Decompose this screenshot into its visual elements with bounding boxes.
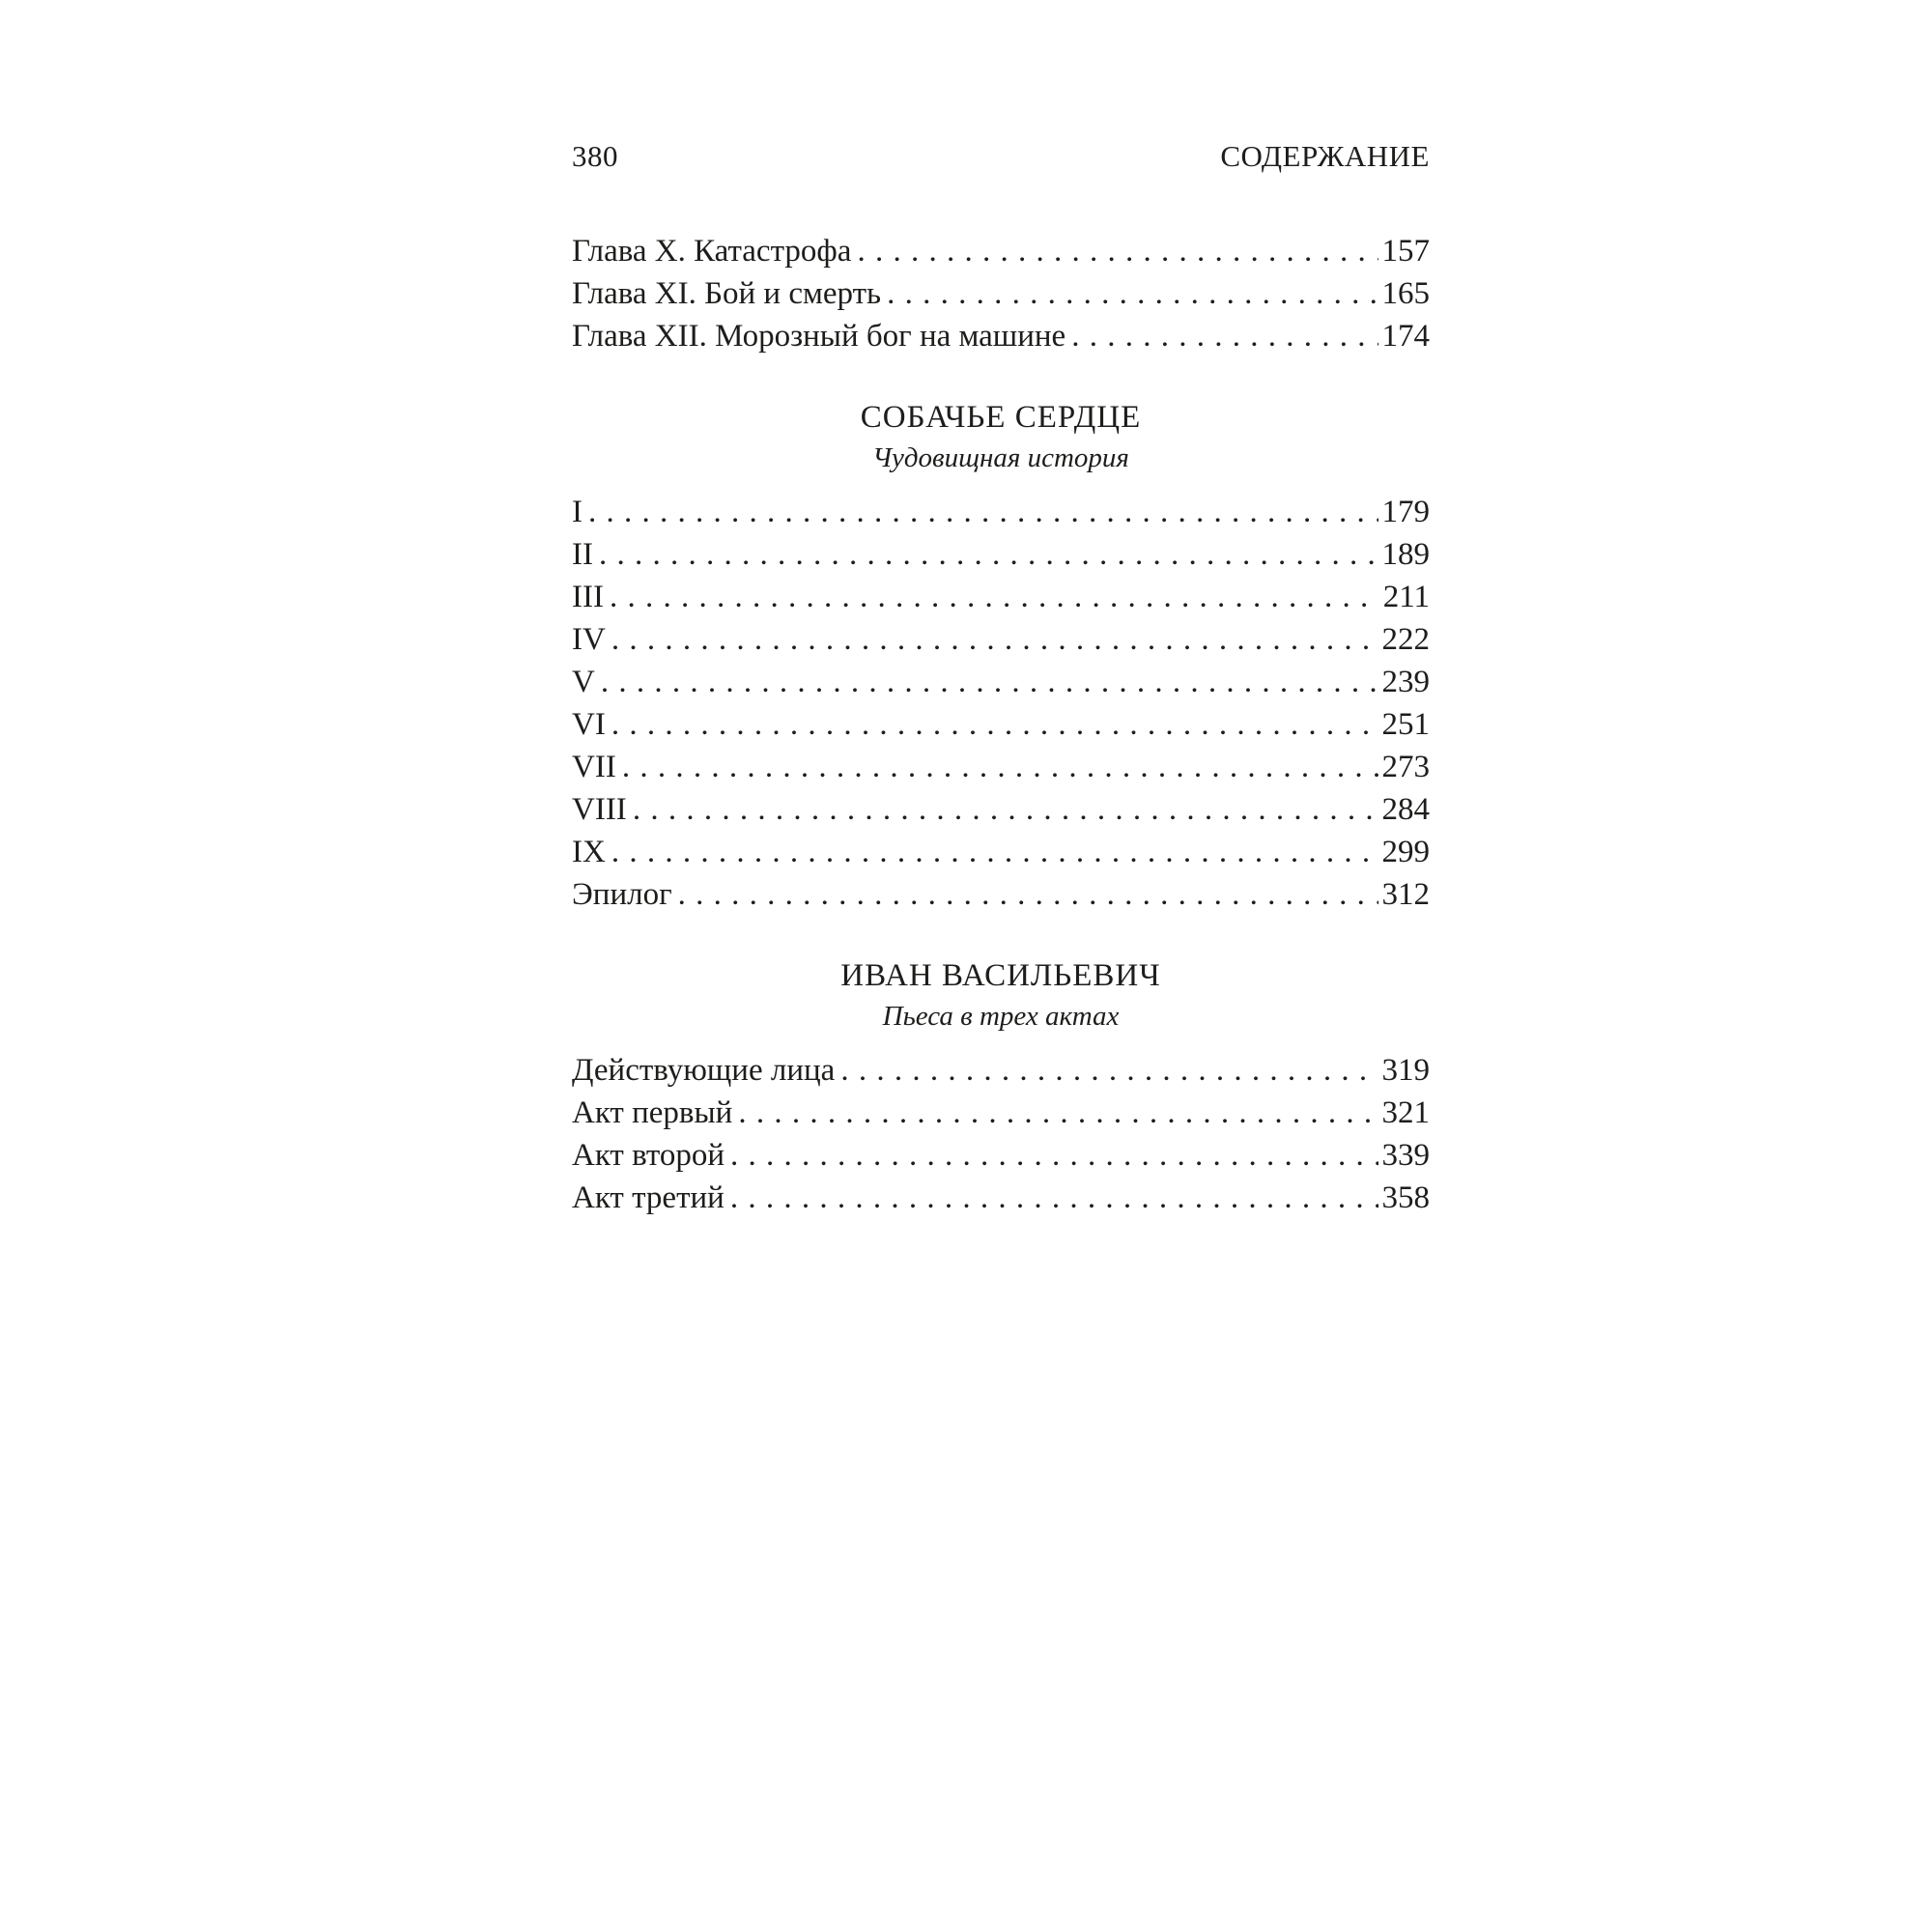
toc-entry[interactable] bbox=[572, 1134, 1430, 1177]
toc-list-ivan-vasilievich bbox=[572, 1049, 1430, 1219]
section-title: ИВАН ВАСИЛЬЕВИЧ bbox=[840, 958, 1161, 993]
page-header bbox=[572, 139, 1430, 174]
toc-entry-page: 299 bbox=[1381, 835, 1430, 869]
toc-entry-title: Акт третий bbox=[572, 1180, 724, 1215]
toc-entry-page: 284 bbox=[1381, 792, 1430, 827]
dot-leader bbox=[599, 533, 1378, 576]
dot-leader bbox=[622, 746, 1378, 788]
toc-entry[interactable] bbox=[572, 746, 1430, 788]
toc-entry-page: 358 bbox=[1381, 1180, 1430, 1215]
dot-leader bbox=[840, 1049, 1378, 1092]
dot-leader bbox=[601, 661, 1378, 703]
toc-entry-page: 319 bbox=[1381, 1053, 1430, 1088]
toc-entry[interactable] bbox=[572, 618, 1430, 661]
toc-entry-title: II bbox=[572, 537, 593, 572]
toc-entry-title: VII bbox=[572, 750, 616, 784]
dot-leader bbox=[588, 491, 1378, 533]
toc-entry-page: 189 bbox=[1381, 537, 1430, 572]
dot-leader bbox=[678, 873, 1378, 916]
toc-entry-page: 312 bbox=[1381, 877, 1430, 912]
toc-entry-title: Действующие лица bbox=[572, 1053, 836, 1088]
toc-entry[interactable] bbox=[572, 831, 1430, 873]
dot-leader bbox=[857, 230, 1378, 272]
dot-leader bbox=[610, 576, 1379, 618]
dot-leader bbox=[611, 831, 1378, 873]
toc-entry[interactable] bbox=[572, 230, 1430, 272]
toc-entry-page: 321 bbox=[1381, 1095, 1430, 1130]
dot-leader bbox=[738, 1092, 1378, 1134]
toc-entry-title: Акт первый bbox=[572, 1095, 733, 1130]
toc-entry[interactable] bbox=[572, 788, 1430, 831]
page-number: 380 bbox=[572, 139, 618, 173]
toc-entry-title: V bbox=[572, 665, 595, 699]
toc-entry[interactable] bbox=[572, 272, 1430, 315]
toc-entry-title: Глава X. Катастрофа bbox=[572, 234, 852, 269]
toc-entry-title: Глава XI. Бой и смерть bbox=[572, 276, 882, 311]
dot-leader bbox=[730, 1177, 1378, 1219]
toc-entry-title: Акт второй bbox=[572, 1138, 725, 1173]
dot-leader bbox=[730, 1134, 1378, 1177]
toc-entry-page: 239 bbox=[1381, 665, 1430, 699]
section-title: СОБАЧЬЕ СЕРДЦЕ bbox=[860, 400, 1142, 435]
section-subtitle: Пьеса в трех актах bbox=[882, 1001, 1120, 1032]
toc-list-previous-work bbox=[572, 230, 1430, 357]
toc-entry[interactable] bbox=[572, 1049, 1430, 1092]
toc-entry[interactable] bbox=[572, 533, 1430, 576]
toc-entry-title: VIII bbox=[572, 792, 627, 827]
toc-entry[interactable] bbox=[572, 315, 1430, 357]
toc-entry[interactable] bbox=[572, 1092, 1430, 1134]
dot-leader bbox=[611, 703, 1378, 746]
toc-entry-title: VI bbox=[572, 707, 606, 742]
toc-entry-page: 222 bbox=[1381, 622, 1430, 657]
toc-entry-page: 211 bbox=[1382, 580, 1430, 614]
toc-entry-page: 157 bbox=[1381, 234, 1430, 269]
toc-entry[interactable] bbox=[572, 873, 1430, 916]
toc-entry-title: Эпилог bbox=[572, 877, 672, 912]
toc-entry-title: III bbox=[572, 580, 604, 614]
section-heading-ivan-vasilievich bbox=[572, 954, 1430, 1036]
toc-entry[interactable] bbox=[572, 703, 1430, 746]
toc-entry-page: 165 bbox=[1381, 276, 1430, 311]
section-subtitle: Чудовищная история bbox=[872, 442, 1129, 473]
toc-entry-page: 251 bbox=[1381, 707, 1430, 742]
toc-entry-title: IV bbox=[572, 622, 606, 657]
toc-entry-title: Глава XII. Морозный бог на машине bbox=[572, 319, 1066, 354]
toc-entry-page: 179 bbox=[1381, 495, 1430, 529]
toc-entry[interactable] bbox=[572, 576, 1430, 618]
section-heading-heart-of-a-dog bbox=[572, 396, 1430, 477]
toc-entry[interactable] bbox=[572, 491, 1430, 533]
toc-entry-page: 273 bbox=[1381, 750, 1430, 784]
toc-entry[interactable] bbox=[572, 1177, 1430, 1219]
toc-entry-title: I bbox=[572, 495, 582, 529]
dot-leader bbox=[887, 272, 1378, 315]
dot-leader bbox=[1071, 315, 1378, 357]
toc-entry-page: 174 bbox=[1381, 319, 1430, 354]
toc-entry-title: IX bbox=[572, 835, 606, 869]
dot-leader bbox=[611, 618, 1378, 661]
dot-leader bbox=[633, 788, 1378, 831]
toc-entry-page: 339 bbox=[1381, 1138, 1430, 1173]
running-title: СОДЕРЖАНИЕ bbox=[1220, 139, 1430, 173]
toc-entry[interactable] bbox=[572, 661, 1430, 703]
toc-list-heart-of-a-dog bbox=[572, 491, 1430, 916]
